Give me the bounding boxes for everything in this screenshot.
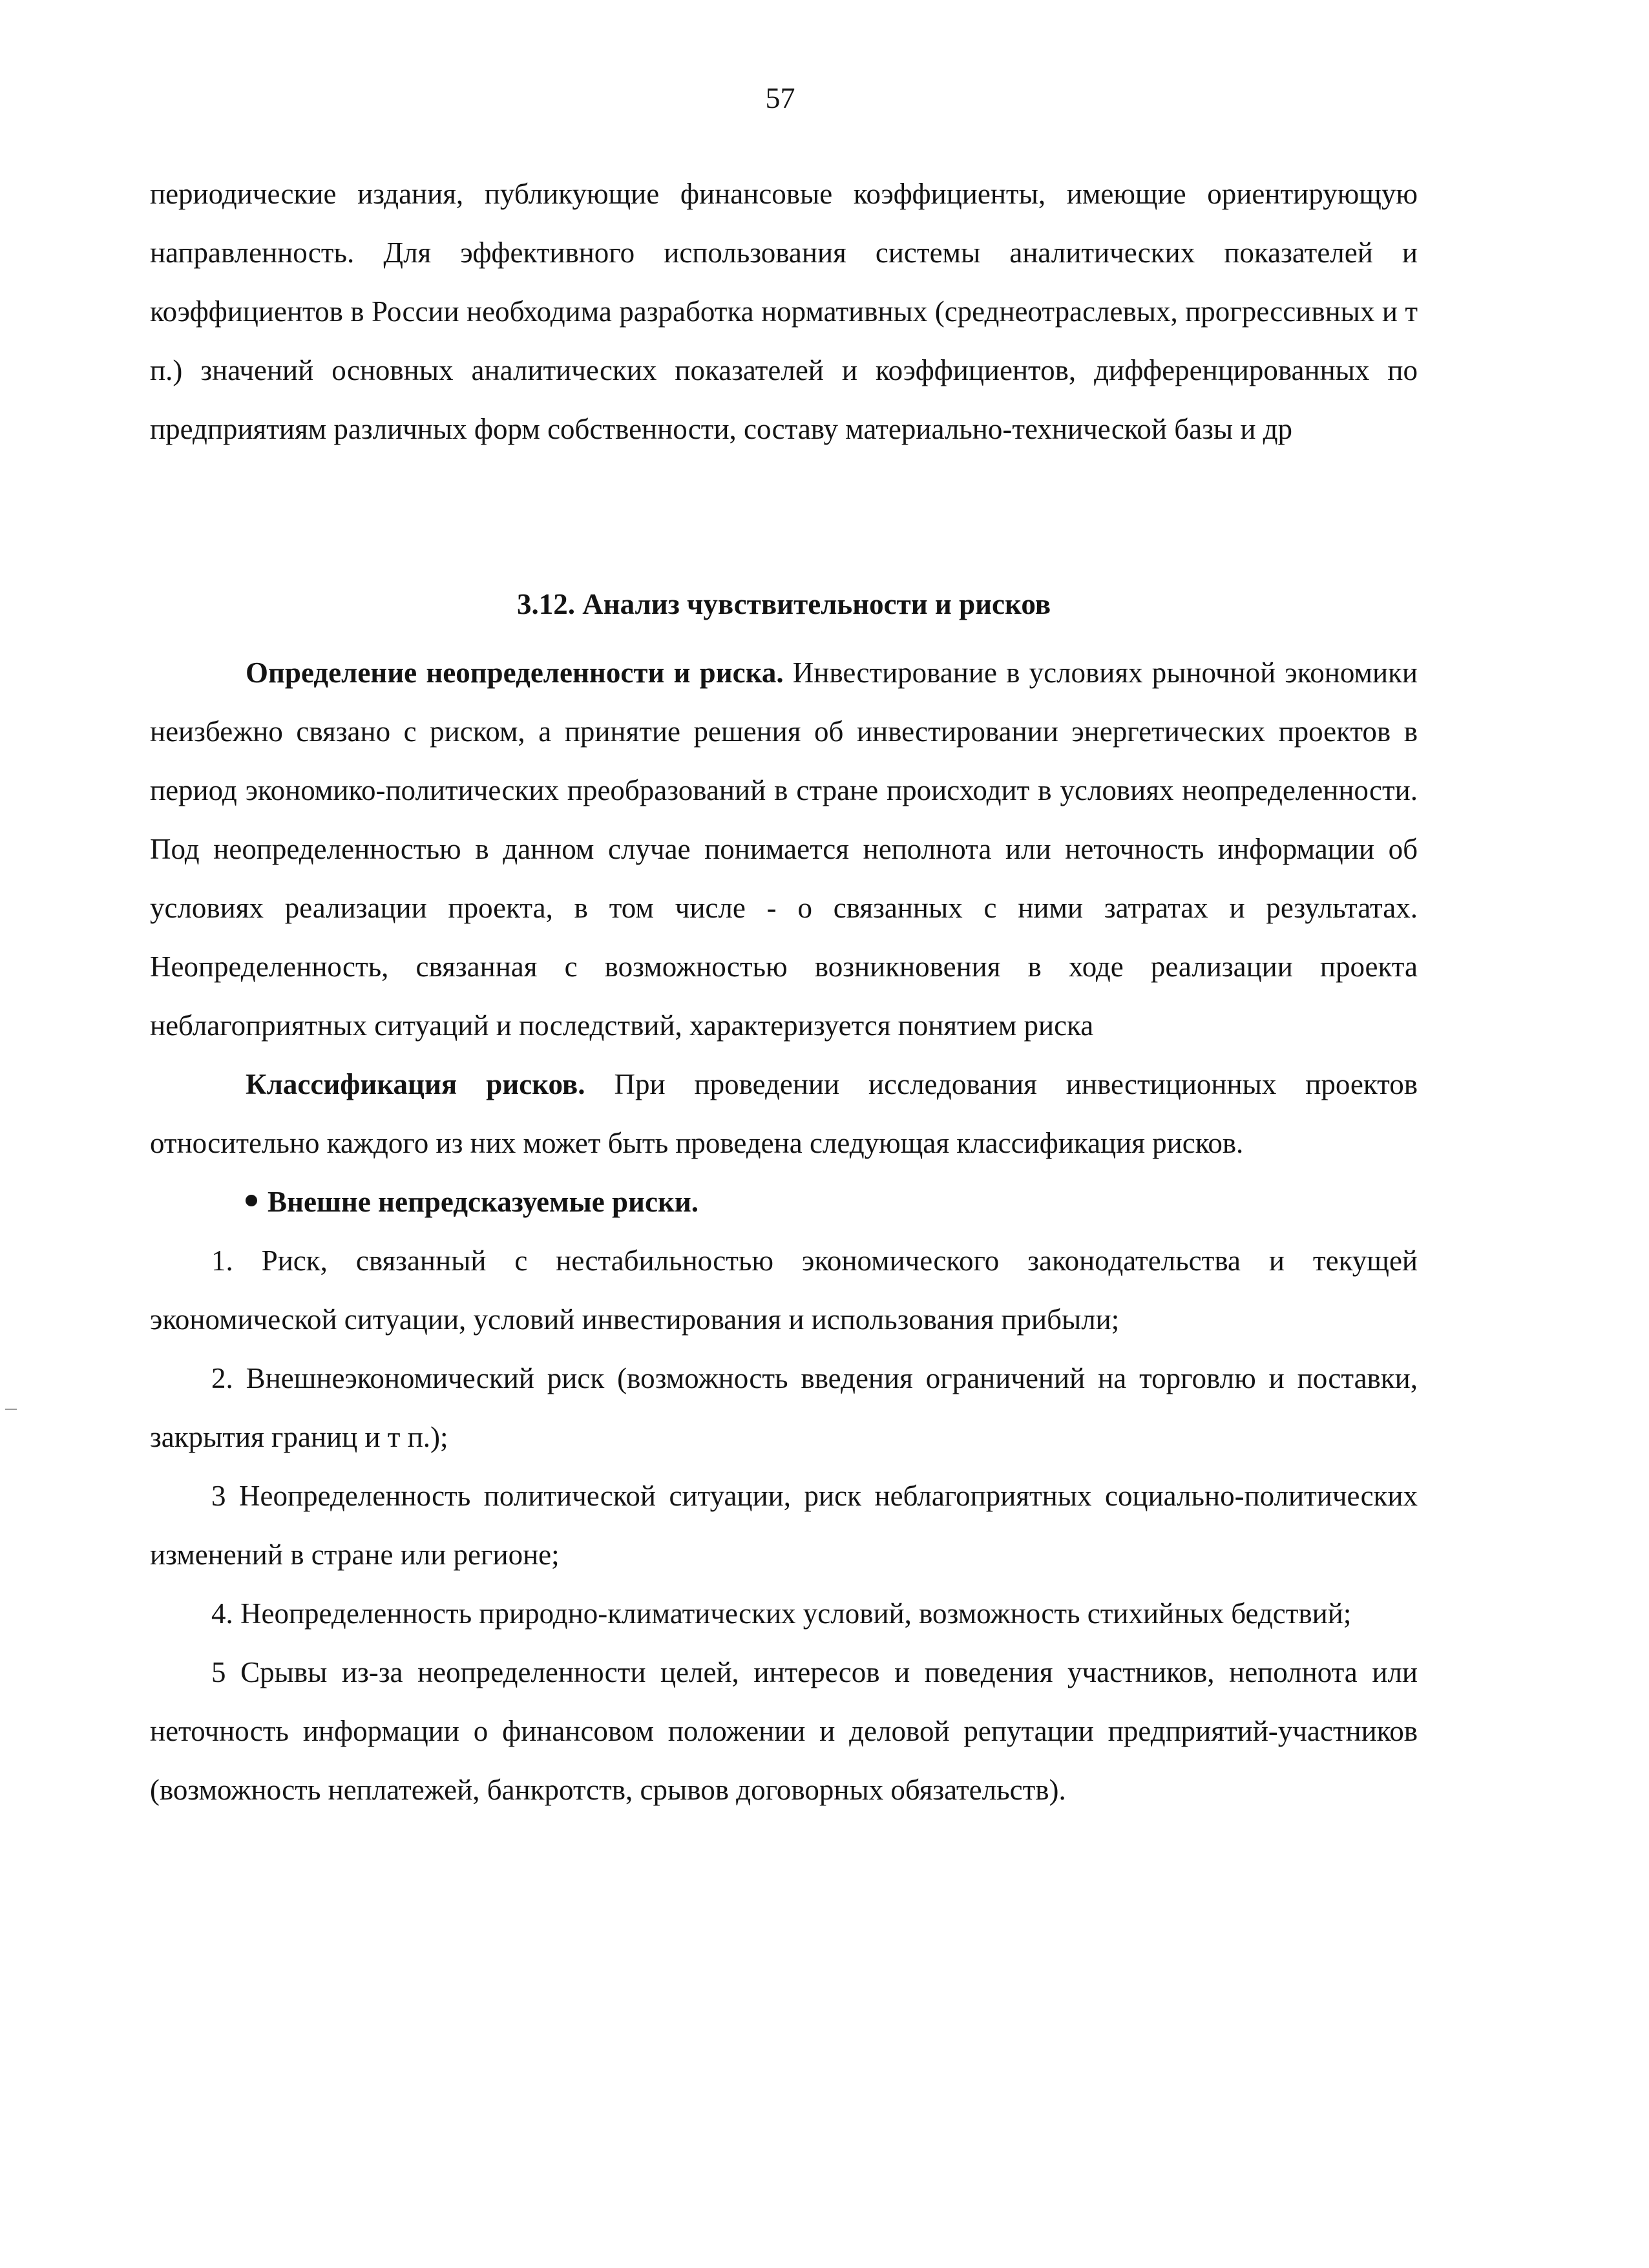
risk-list-item: 2. Внешнеэкономический риск (возможность введения ограничений на торговлю и поставки, закрытия границ и т п.); [150, 1362, 1418, 1453]
section-title: 3.12. Анализ чувствительности и рисков [516, 588, 1051, 620]
intro-paragraph-block [150, 165, 1418, 459]
definition-paragraph [150, 644, 1418, 1055]
classification-paragraph [150, 1055, 1418, 1173]
intro-paragraph: периодические издания, публикующие финансовые коэффициенты, имеющие ориентирующую направленность. Для эффективного использования системы аналитических показателей и коэффициентов в России необходима разработка нормативных (среднеотраслевых, прогрессивных и т п.) значений основных аналитических показателей и коэффициентов, дифференцированных по предприятиям различных форм собственности, составу материально-технической базы и др [150, 178, 1418, 445]
page-number: 57 [765, 81, 795, 114]
classification-text: При проведении исследования инвестиционных проектов относительно каждого из них может быть проведена следующая классификация рисков. [150, 1068, 1418, 1159]
risk-list-item: 5 Срывы из-за неопределенности целей, интересов и поведения участников, неполнота или неточность информации о финансовом положении и деловой репутации предприятий-участников (возможность неплатежей, банкротств, срывов договорных обязательств). [150, 1656, 1418, 1806]
classification-lead: Классификация рисков. [246, 1068, 585, 1100]
main-text-block [150, 644, 1418, 1820]
external-risks-heading-text: Внешне непредсказуемые риски. [268, 1186, 699, 1218]
risk-list-item: 3 Неопределенность политической ситуации, риск неблагоприятных социально-политических изменений в стране или регионе; [150, 1480, 1418, 1571]
external-risks-heading [150, 1173, 1418, 1232]
scan-margin-mark [5, 1409, 17, 1410]
definition-lead: Определение неопределенности и риска. [246, 656, 784, 689]
bullet-icon [246, 1195, 257, 1206]
risk-list-item: 1. Риск, связанный с нестабильностью экономического законодательства и текущей экономической ситуации, условий инвестирования и использования прибыли; [150, 1244, 1418, 1336]
risk-list-item: 4. Неопределенность природно-климатических условий, возможность стихийных бедствий; [211, 1597, 1352, 1630]
definition-text: Инвестирование в условиях рыночной экономики неизбежно связано с риском, а принятие решения об инвестировании энергетических проектов в период экономико-политических преобразований в стране происходит в условиях неопределенности. Под неопределенностью в данном случае понимается неполнота или неточность информации об условиях реализации проекта, в том числе - о связанных с ними затратах и результатах. Неопределенность, связанная с возможностью возникновения в ходе реализации проекта неблагоприятных ситуаций и последствий, характеризуется понятием риска [150, 656, 1418, 1042]
